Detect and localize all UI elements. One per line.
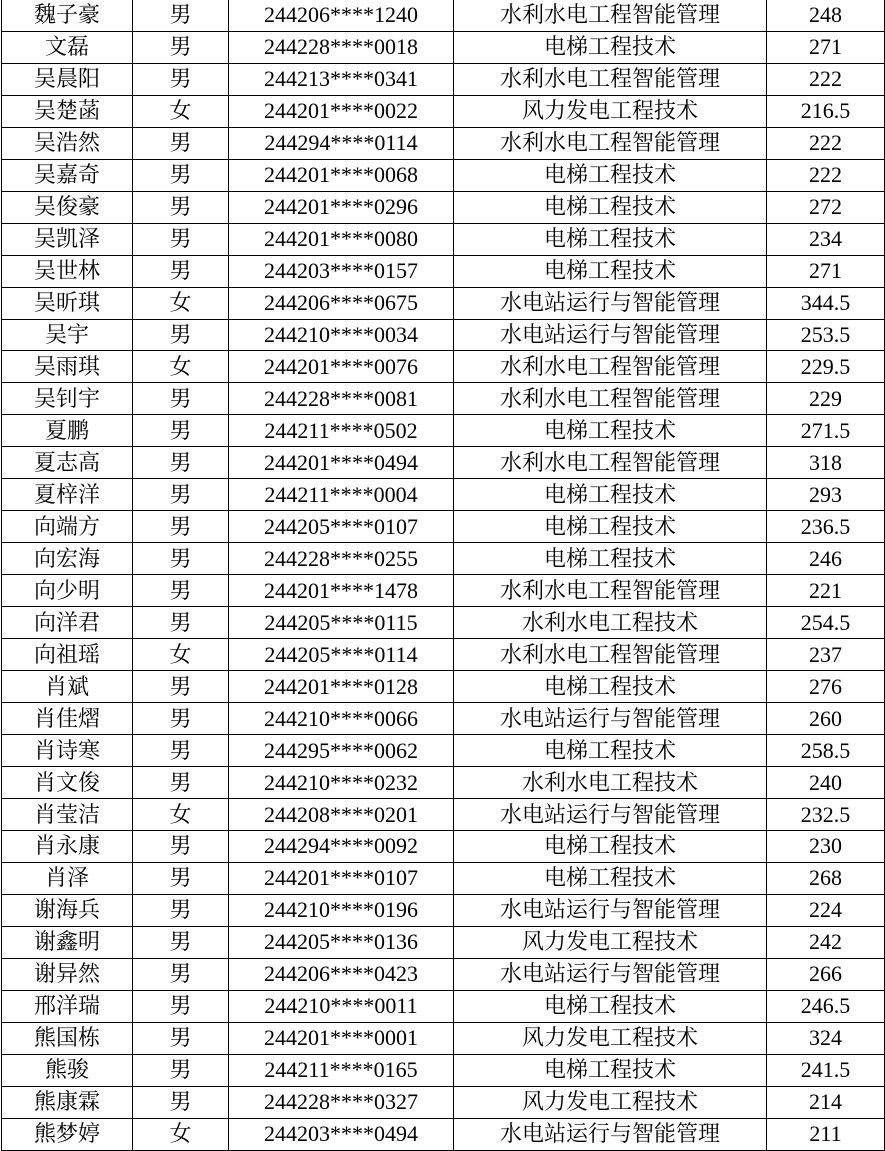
cell-gender: 男	[133, 831, 229, 863]
cell-major: 水电站运行与智能管理	[454, 319, 767, 351]
cell-major: 水利水电工程智能管理	[454, 639, 767, 671]
cell-score: 224	[767, 894, 885, 926]
cell-score: 229.5	[767, 351, 885, 383]
cell-score: 248	[767, 0, 885, 31]
cell-id-number: 244210****0196	[229, 894, 454, 926]
cell-id-number: 244205****0114	[229, 639, 454, 671]
table-row	[2, 159, 885, 191]
cell-gender: 女	[133, 1118, 229, 1150]
table-row	[2, 351, 885, 383]
cell-id-number: 244228****0081	[229, 383, 454, 415]
cell-name: 肖佳熠	[2, 703, 133, 735]
cell-major: 电梯工程技术	[454, 862, 767, 894]
table-row	[2, 223, 885, 255]
cell-id-number: 244201****0068	[229, 159, 454, 191]
table-row	[2, 1054, 885, 1086]
cell-major: 电梯工程技术	[454, 415, 767, 447]
cell-score: 271	[767, 255, 885, 287]
cell-id-number: 244295****0062	[229, 735, 454, 767]
cell-major: 风力发电工程技术	[454, 95, 767, 127]
cell-name: 吴浩然	[2, 127, 133, 159]
cell-major: 风力发电工程技术	[454, 926, 767, 958]
cell-gender: 男	[133, 1086, 229, 1118]
table-row	[2, 990, 885, 1022]
cell-name: 吴凯泽	[2, 223, 133, 255]
cell-id-number: 244201****0494	[229, 447, 454, 479]
cell-major: 水电站运行与智能管理	[454, 958, 767, 990]
cell-major: 电梯工程技术	[454, 990, 767, 1022]
cell-score: 229	[767, 383, 885, 415]
table-row	[2, 415, 885, 447]
cell-id-number: 244210****0034	[229, 319, 454, 351]
cell-name: 肖永康	[2, 831, 133, 863]
cell-major: 电梯工程技术	[454, 543, 767, 575]
cell-score: 260	[767, 703, 885, 735]
cell-name: 肖文俊	[2, 767, 133, 799]
cell-name: 熊国栋	[2, 1022, 133, 1054]
cell-name: 吴俊豪	[2, 191, 133, 223]
cell-major: 水利水电工程智能管理	[454, 63, 767, 95]
cell-major: 水电站运行与智能管理	[454, 799, 767, 831]
cell-major: 电梯工程技术	[454, 255, 767, 287]
cell-id-number: 244201****0128	[229, 671, 454, 703]
table-row	[2, 255, 885, 287]
cell-gender: 男	[133, 0, 229, 31]
cell-gender: 男	[133, 511, 229, 543]
cell-major: 电梯工程技术	[454, 223, 767, 255]
table-row	[2, 575, 885, 607]
cell-major: 电梯工程技术	[454, 479, 767, 511]
cell-score: 232.5	[767, 799, 885, 831]
cell-gender: 男	[133, 31, 229, 63]
cell-id-number: 244228****0018	[229, 31, 454, 63]
table-row	[2, 926, 885, 958]
cell-major: 电梯工程技术	[454, 1054, 767, 1086]
cell-gender: 男	[133, 479, 229, 511]
cell-score: 246.5	[767, 990, 885, 1022]
table-row	[2, 894, 885, 926]
cell-gender: 女	[133, 95, 229, 127]
table-row	[2, 703, 885, 735]
cell-id-number: 244210****0066	[229, 703, 454, 735]
cell-score: 318	[767, 447, 885, 479]
table-row	[2, 383, 885, 415]
cell-major: 水电站运行与智能管理	[454, 1118, 767, 1150]
cell-gender: 男	[133, 703, 229, 735]
cell-name: 肖莹洁	[2, 799, 133, 831]
cell-major: 电梯工程技术	[454, 31, 767, 63]
cell-name: 吴世林	[2, 255, 133, 287]
cell-name: 熊康霖	[2, 1086, 133, 1118]
cell-gender: 男	[133, 127, 229, 159]
cell-score: 221	[767, 575, 885, 607]
cell-score: 272	[767, 191, 885, 223]
cell-major: 电梯工程技术	[454, 735, 767, 767]
cell-id-number: 244201****0080	[229, 223, 454, 255]
table-row	[2, 735, 885, 767]
cell-major: 水电站运行与智能管理	[454, 287, 767, 319]
cell-score: 214	[767, 1086, 885, 1118]
cell-score: 271.5	[767, 415, 885, 447]
cell-gender: 男	[133, 1054, 229, 1086]
cell-id-number: 244206****0423	[229, 958, 454, 990]
cell-name: 肖泽	[2, 862, 133, 894]
cell-name: 肖诗寒	[2, 735, 133, 767]
cell-name: 吴晨阳	[2, 63, 133, 95]
cell-id-number: 244294****0114	[229, 127, 454, 159]
cell-id-number: 244210****0011	[229, 990, 454, 1022]
cell-gender: 男	[133, 1022, 229, 1054]
cell-score: 241.5	[767, 1054, 885, 1086]
cell-name: 吴楚菡	[2, 95, 133, 127]
cell-id-number: 244205****0115	[229, 607, 454, 639]
table-row	[2, 543, 885, 575]
cell-major: 水利水电工程技术	[454, 607, 767, 639]
cell-name: 吴嘉奇	[2, 159, 133, 191]
cell-score: 240	[767, 767, 885, 799]
cell-gender: 男	[133, 159, 229, 191]
table-row	[2, 799, 885, 831]
cell-gender: 男	[133, 191, 229, 223]
cell-score: 211	[767, 1118, 885, 1150]
cell-score: 236.5	[767, 511, 885, 543]
cell-major: 电梯工程技术	[454, 191, 767, 223]
cell-major: 水利水电工程智能管理	[454, 383, 767, 415]
cell-major: 水利水电工程智能管理	[454, 0, 767, 31]
cell-id-number: 244203****0494	[229, 1118, 454, 1150]
cell-gender: 女	[133, 639, 229, 671]
cell-major: 电梯工程技术	[454, 159, 767, 191]
cell-gender: 男	[133, 926, 229, 958]
cell-score: 222	[767, 63, 885, 95]
table-row	[2, 639, 885, 671]
cell-score: 324	[767, 1022, 885, 1054]
cell-gender: 男	[133, 415, 229, 447]
cell-name: 肖斌	[2, 671, 133, 703]
table-row	[2, 1022, 885, 1054]
cell-name: 魏子豪	[2, 0, 133, 31]
cell-major: 水利水电工程技术	[454, 767, 767, 799]
cell-id-number: 244201****0076	[229, 351, 454, 383]
cell-id-number: 244213****0341	[229, 63, 454, 95]
cell-id-number: 244211****0004	[229, 479, 454, 511]
cell-major: 水利水电工程智能管理	[454, 447, 767, 479]
cell-major: 风力发电工程技术	[454, 1022, 767, 1054]
table-row	[2, 63, 885, 95]
cell-score: 344.5	[767, 287, 885, 319]
cell-score: 246	[767, 543, 885, 575]
cell-gender: 男	[133, 319, 229, 351]
cell-major: 水电站运行与智能管理	[454, 894, 767, 926]
cell-gender: 男	[133, 255, 229, 287]
cell-gender: 男	[133, 223, 229, 255]
cell-major: 电梯工程技术	[454, 671, 767, 703]
cell-id-number: 244206****0675	[229, 287, 454, 319]
cell-name: 向宏海	[2, 543, 133, 575]
table-row	[2, 479, 885, 511]
cell-gender: 男	[133, 958, 229, 990]
cell-id-number: 244208****0201	[229, 799, 454, 831]
cell-id-number: 244201****0107	[229, 862, 454, 894]
cell-score: 254.5	[767, 607, 885, 639]
cell-name: 向祖瑶	[2, 639, 133, 671]
cell-name: 文磊	[2, 31, 133, 63]
cell-name: 夏梓洋	[2, 479, 133, 511]
cell-gender: 男	[133, 575, 229, 607]
cell-gender: 男	[133, 767, 229, 799]
cell-major: 电梯工程技术	[454, 511, 767, 543]
cell-gender: 男	[133, 607, 229, 639]
cell-id-number: 244228****0255	[229, 543, 454, 575]
cell-score: 230	[767, 831, 885, 863]
cell-score: 253.5	[767, 319, 885, 351]
cell-gender: 女	[133, 351, 229, 383]
cell-gender: 女	[133, 287, 229, 319]
table-row	[2, 447, 885, 479]
cell-score: 237	[767, 639, 885, 671]
cell-name: 吴钊宇	[2, 383, 133, 415]
cell-id-number: 244201****0001	[229, 1022, 454, 1054]
cell-id-number: 244211****0502	[229, 415, 454, 447]
cell-name: 谢鑫明	[2, 926, 133, 958]
cell-score: 242	[767, 926, 885, 958]
cell-id-number: 244205****0136	[229, 926, 454, 958]
cell-score: 276	[767, 671, 885, 703]
table-row	[2, 671, 885, 703]
cell-score: 268	[767, 862, 885, 894]
cell-id-number: 244201****0022	[229, 95, 454, 127]
cell-name: 吴雨琪	[2, 351, 133, 383]
cell-score: 216.5	[767, 95, 885, 127]
cell-gender: 男	[133, 671, 229, 703]
table-row	[2, 862, 885, 894]
cell-gender: 男	[133, 862, 229, 894]
cell-score: 234	[767, 223, 885, 255]
table-row	[2, 831, 885, 863]
cell-score: 266	[767, 958, 885, 990]
table-row	[2, 95, 885, 127]
table-row	[2, 319, 885, 351]
table-row	[2, 767, 885, 799]
cell-id-number: 244205****0107	[229, 511, 454, 543]
cell-id-number: 244210****0232	[229, 767, 454, 799]
cell-name: 向洋君	[2, 607, 133, 639]
table-body	[2, 0, 885, 1151]
cell-name: 邢洋瑞	[2, 990, 133, 1022]
cell-id-number: 244294****0092	[229, 831, 454, 863]
cell-id-number: 244201****0296	[229, 191, 454, 223]
cell-major: 水利水电工程智能管理	[454, 575, 767, 607]
cell-name: 向少明	[2, 575, 133, 607]
cell-major: 电梯工程技术	[454, 831, 767, 863]
table-row	[2, 958, 885, 990]
cell-gender: 男	[133, 894, 229, 926]
cell-id-number: 244211****0165	[229, 1054, 454, 1086]
cell-gender: 男	[133, 383, 229, 415]
cell-name: 谢海兵	[2, 894, 133, 926]
cell-name: 吴宇	[2, 319, 133, 351]
table-row	[2, 0, 885, 31]
cell-score: 271	[767, 31, 885, 63]
cell-id-number: 244228****0327	[229, 1086, 454, 1118]
cell-gender: 女	[133, 799, 229, 831]
cell-gender: 男	[133, 543, 229, 575]
cell-name: 吴昕琪	[2, 287, 133, 319]
table-row	[2, 31, 885, 63]
table-row	[2, 287, 885, 319]
cell-id-number: 244201****1478	[229, 575, 454, 607]
table-row	[2, 607, 885, 639]
table-row	[2, 511, 885, 543]
table-row	[2, 1086, 885, 1118]
cell-name: 熊骏	[2, 1054, 133, 1086]
cell-score: 222	[767, 127, 885, 159]
cell-gender: 男	[133, 447, 229, 479]
cell-name: 谢异然	[2, 958, 133, 990]
cell-score: 258.5	[767, 735, 885, 767]
cell-name: 夏鹏	[2, 415, 133, 447]
cell-major: 水利水电工程智能管理	[454, 351, 767, 383]
cell-id-number: 244203****0157	[229, 255, 454, 287]
table-row	[2, 127, 885, 159]
admission-results-table	[1, 0, 885, 1151]
cell-major: 水利水电工程智能管理	[454, 127, 767, 159]
cell-name: 夏志高	[2, 447, 133, 479]
cell-major: 水电站运行与智能管理	[454, 703, 767, 735]
cell-id-number: 244206****1240	[229, 0, 454, 31]
cell-score: 222	[767, 159, 885, 191]
cell-gender: 男	[133, 63, 229, 95]
table-row	[2, 1118, 885, 1150]
cell-gender: 男	[133, 735, 229, 767]
cell-score: 293	[767, 479, 885, 511]
cell-name: 熊梦婷	[2, 1118, 133, 1150]
table-row	[2, 191, 885, 223]
cell-gender: 男	[133, 990, 229, 1022]
cell-name: 向端方	[2, 511, 133, 543]
cell-major: 风力发电工程技术	[454, 1086, 767, 1118]
